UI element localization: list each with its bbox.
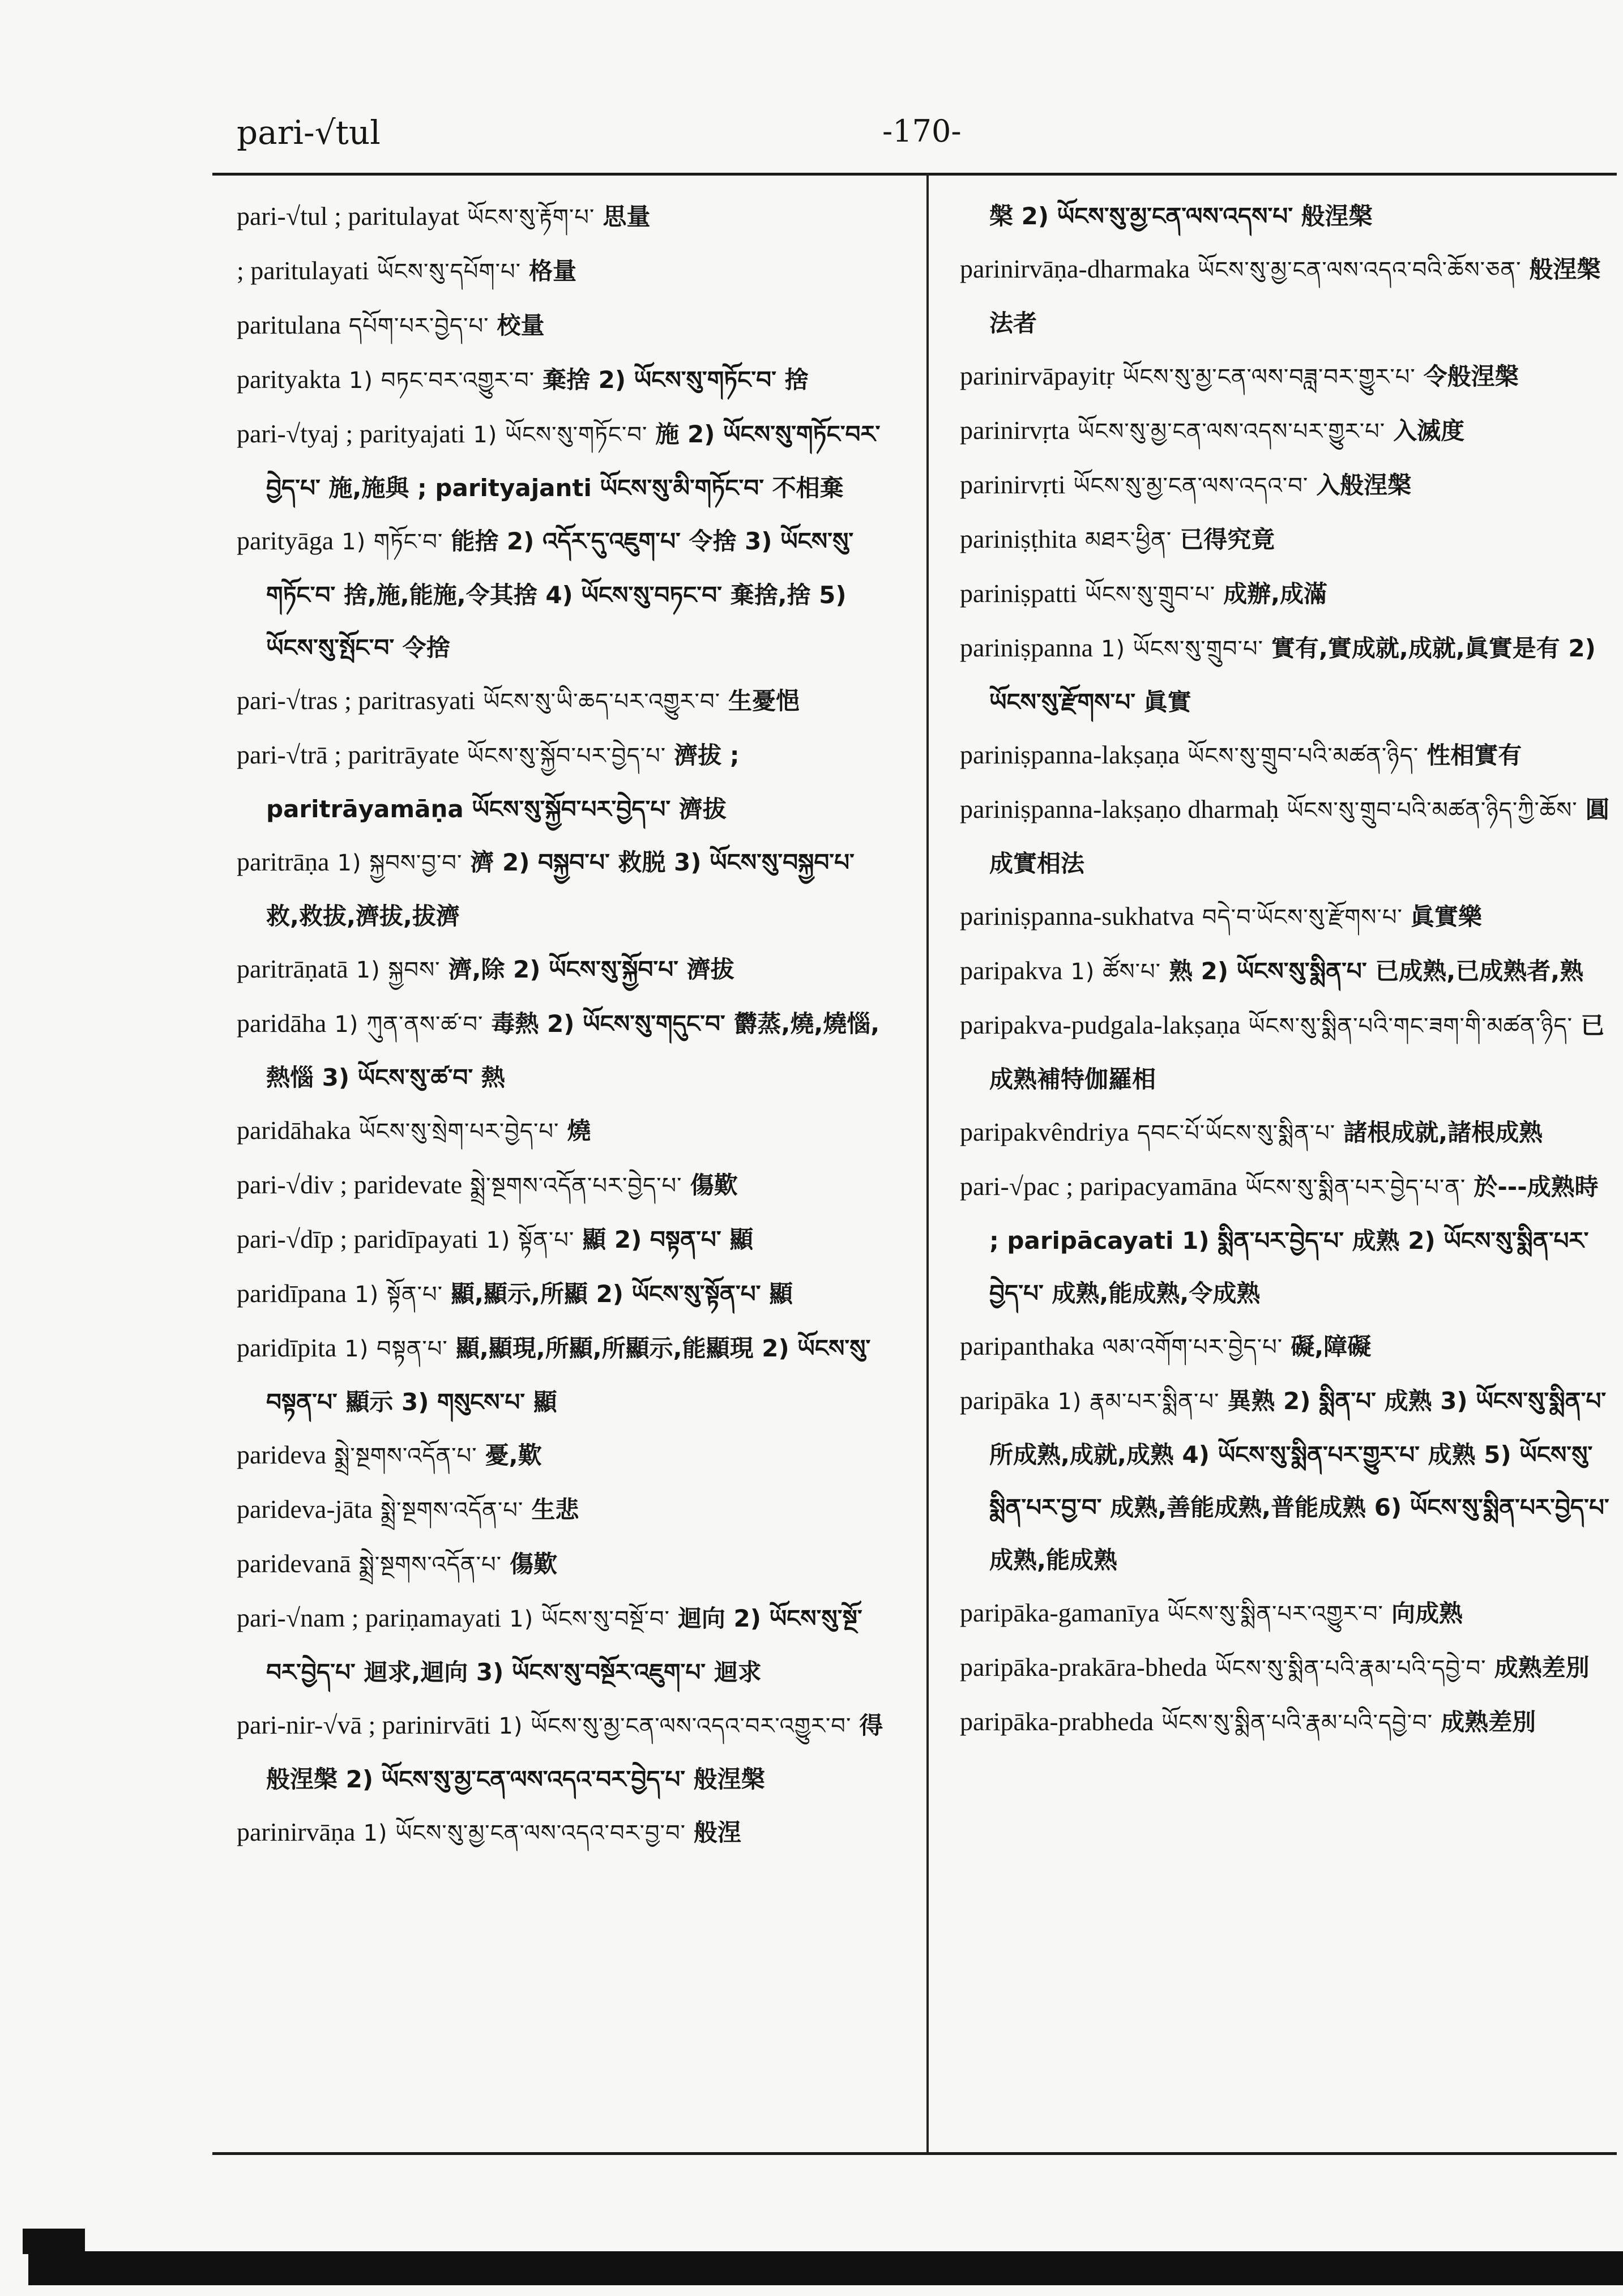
headword: parinirvṛta <box>960 416 1070 445</box>
dictionary-entry <box>237 1321 888 1428</box>
tibetan-gloss: སྨྲེ་སྔགས་འདོན་པ་ <box>381 1497 524 1523</box>
chinese-gloss: 已成熟補特伽羅相 <box>989 1012 1605 1093</box>
chinese-gloss: 濟 2) བསྐྱབ་པ་ 救脱 3) ཡོངས་སུ་བསྐྱབ་པ་ 救,救拔,濟拔,拔濟 <box>266 848 855 930</box>
headword: pari-√div ; paridevate <box>237 1170 463 1199</box>
headword: pari-√pac ; paripacyamāna <box>960 1172 1238 1201</box>
chinese-gloss: 生憂悒 <box>728 687 800 715</box>
running-head: pari-√tul <box>237 113 381 152</box>
tibetan-gloss: ཡོངས་སུ་སྐྱོབ་པར་བྱེད་པ་ <box>467 743 667 769</box>
tibetan-gloss: 1) ཡོངས་སུ་མྱ་ངན་ལས་འདའ་བར་འགྱུར་བ་ <box>498 1713 852 1739</box>
chinese-gloss: 入般涅槃 <box>1316 471 1412 499</box>
dictionary-entry <box>960 404 1611 458</box>
chinese-gloss: 已得究竟 <box>1180 526 1275 553</box>
tibetan-gloss: ཡོངས་སུ་དཔོག་པ་ <box>377 259 522 285</box>
chinese-gloss: 圓成實相法 <box>989 796 1609 877</box>
headword: paripāka-gamanīya <box>960 1598 1160 1627</box>
chinese-gloss: 般涅 <box>693 1819 741 1846</box>
headword: paripakvêndriya <box>960 1117 1129 1146</box>
chinese-gloss: 眞實樂 <box>1410 903 1482 931</box>
tibetan-gloss: ཡོངས་སུ་གྲུབ་པ་ <box>1084 582 1216 608</box>
tibetan-gloss: དཔོག་པར་བྱེད་པ་ <box>348 313 489 339</box>
tibetan-gloss: མཐར་ཕྱིན་ <box>1084 527 1172 553</box>
tibetan-gloss: 1) སྟོན་པ་ <box>486 1227 575 1253</box>
tibetan-gloss: 1) རྣམ་པར་སྨིན་པ་ <box>1057 1389 1220 1415</box>
headword: pariniṣpanna-sukhatva <box>960 902 1194 931</box>
headword: parinirvṛti <box>960 470 1066 499</box>
tibetan-gloss: ཡོངས་སུ་གྲུབ་པའི་མཚན་ཉིད་ཀྱི་ཆོས་ <box>1287 797 1578 823</box>
headword: pari-√dīp ; paridīpayati <box>237 1224 479 1253</box>
tibetan-gloss: སྨྲེ་སྔགས་འདོན་པར་བྱེད་པ་ <box>470 1173 682 1199</box>
tibetan-gloss: ཡོངས་སུ་རྟོག་པ་ <box>467 204 595 231</box>
chinese-gloss: 憂,歎 <box>485 1441 542 1469</box>
right-column <box>960 190 1611 1749</box>
tibetan-gloss: 1) སྐྱབས་ <box>356 957 441 983</box>
chinese-gloss: 向成熟 <box>1391 1599 1463 1627</box>
tibetan-gloss: སྨྲེ་སྔགས་འདོན་པ་ <box>334 1443 477 1469</box>
tibetan-gloss: ཡོངས་སུ་མྱ་ངན་ལས་འདས་པར་གྱུར་པ་ <box>1078 419 1386 445</box>
chinese-gloss: 能捨 2) འདོར་དུ་འཇུག་པ་ 令捨 3) ཡོངས་སུ་གཏོང་བ་ 捨,施,能施,令其捨 4) ཡོངས་སུ་བཏང་བ་ 棄捨,捨 5) ཡོངས་སུ་སྤོང་བ་ 令捨 <box>266 527 854 662</box>
tibetan-gloss: ཡོངས་སུ་གྲུབ་པའི་མཚན་ཉིད་ <box>1188 743 1419 769</box>
chinese-gloss: 令般涅槃 <box>1423 362 1519 390</box>
headword: pari-√nam ; pariṇamayati <box>237 1603 502 1632</box>
headword: paritrāṇa <box>237 847 330 876</box>
tibetan-gloss: 1) སྐྱབས་བྱ་བ་ <box>337 850 463 876</box>
chinese-gloss: 校量 <box>497 311 545 339</box>
dictionary-entry <box>960 1586 1611 1641</box>
chinese-gloss: 諸根成就,諸根成熟 <box>1343 1119 1543 1146</box>
headword: paridevanā <box>237 1549 351 1578</box>
tibetan-gloss: 1) གཏོང་བ་ <box>341 529 443 555</box>
chinese-gloss: 濟拔 ; paritrāyamāṇa ཡོངས་སུ་སྐྱོབ་པར་བྱེད་པ་ 濟拔 <box>266 741 740 823</box>
headword: paripakva-pudgala-lakṣaṇa <box>960 1010 1241 1039</box>
headword: parinirvāpayitṛ <box>960 361 1115 390</box>
chinese-gloss: 實有,實成就,成就,眞實是有 2) ཡོངས་སུ་རྫོགས་པ་ 眞實 <box>989 634 1596 716</box>
tibetan-gloss: ཡོངས་སུ་སྨིན་པར་འགྱུར་བ་ <box>1167 1601 1383 1627</box>
chinese-gloss: 傷歎 <box>690 1171 738 1199</box>
headword: parinirvāṇa <box>237 1817 356 1846</box>
chinese-gloss: 成熟差別 <box>1494 1654 1590 1682</box>
chinese-gloss: 般涅槃法者 <box>989 255 1601 337</box>
tibetan-gloss: སྨྲེ་སྔགས་འདོན་པ་ <box>358 1552 502 1578</box>
dictionary-entry <box>237 1537 888 1591</box>
headword: pari-√tul ; paritulayat <box>237 202 460 231</box>
chinese-gloss: 成辦,成滿 <box>1223 580 1328 608</box>
tibetan-gloss: 1) བཏང་བར་འགྱུར་བ་ <box>348 368 535 394</box>
headword: paridāhaka <box>237 1116 351 1145</box>
dictionary-entry-continuation <box>960 190 1611 242</box>
dictionary-entry <box>237 942 888 997</box>
dictionary-entry <box>237 1267 888 1321</box>
chinese-gloss: 性相實有 <box>1426 741 1522 769</box>
tibetan-gloss: 1) བསྟན་པ་ <box>344 1336 448 1362</box>
dictionary-entry <box>237 1428 888 1483</box>
headword: paripanthaka <box>960 1331 1095 1360</box>
dictionary-entry <box>237 1806 888 1860</box>
dictionary-entry <box>960 513 1611 567</box>
dictionary-entry <box>237 298 888 353</box>
dictionary-entry <box>960 1641 1611 1695</box>
dictionary-entry <box>960 1374 1611 1586</box>
headword: paripakva <box>960 956 1063 985</box>
dictionary-entry <box>237 1104 888 1158</box>
headword: pariniṣpatti <box>960 579 1077 608</box>
tibetan-gloss: 1) ཀུན་ནས་ཚ་བ་ <box>334 1012 484 1038</box>
tibetan-gloss: ཡོངས་སུ་སྨིན་པར་བྱེད་པ་ན་ <box>1245 1175 1466 1201</box>
tibetan-gloss: བདེ་བ་ཡོངས་སུ་རྫོགས་པ་ <box>1202 904 1403 931</box>
dictionary-entry <box>960 890 1611 944</box>
chinese-gloss: 毒熱 2) ཡོངས་སུ་གདུང་བ་ 欝蒸,燒,燒惱,熱惱 3) ཡོངས་སུ་ཚ་བ་ 熱 <box>266 1010 880 1091</box>
headword: paripāka <box>960 1386 1050 1415</box>
dictionary-entry <box>237 674 888 728</box>
dictionary-entry <box>237 514 888 674</box>
headword: pari-√trā ; paritrāyate <box>237 740 460 769</box>
dictionary-entry <box>237 407 888 514</box>
chinese-gloss: 施 2) ཡོངས་སུ་གཏོང་བར་བྱེད་པ་ 施,施與 ; parityajanti ཡོངས་སུ་མི་གཏོང་བ་ 不相棄 <box>266 420 881 502</box>
headword: pariniṣpanna <box>960 633 1094 662</box>
tibetan-gloss: ཡོངས་སུ་སྨིན་པའི་གང་ཟག་གི་མཚན་ཉིད་ <box>1248 1013 1573 1039</box>
dictionary-entry <box>960 1160 1611 1320</box>
headword: parityakta <box>237 365 341 394</box>
dictionary-entry <box>237 997 888 1104</box>
dictionary-entry <box>237 728 888 835</box>
chinese-gloss: 濟,除 2) ཡོངས་སུ་སྐྱོབ་པ་ 濟拔 <box>448 955 734 983</box>
dictionary-entry <box>960 1320 1611 1374</box>
tibetan-gloss: 1) སྟོན་པ་ <box>355 1282 443 1308</box>
tibetan-gloss: ལམ་འགོག་པར་བྱེད་པ་ <box>1102 1334 1283 1360</box>
headword: pariniṣpanna-lakṣaṇo dharmaḥ <box>960 795 1279 823</box>
headword: pariniṣṭhita <box>960 524 1077 553</box>
headword: paritrāṇatā <box>237 954 348 983</box>
chinese-gloss: 槃 2) ཡོངས་སུ་མྱ་ངན་ལས་འདས་པ་ 般涅槃 <box>989 202 1373 230</box>
chinese-gloss: 燒 <box>567 1117 591 1145</box>
dictionary-entry <box>237 1483 888 1537</box>
dictionary-entry <box>960 783 1611 890</box>
dictionary-entry <box>960 458 1611 513</box>
tibetan-gloss: ཡོངས་སུ་སྨིན་པའི་རྣམ་པའི་དབྱེ་བ་ <box>1215 1655 1487 1682</box>
dictionary-entry <box>960 1106 1611 1160</box>
dictionary-entry <box>960 621 1611 728</box>
dictionary-entry <box>237 1213 888 1267</box>
header-rule <box>212 173 1617 176</box>
dictionary-entry <box>237 1158 888 1213</box>
tibetan-gloss: ཡོངས་སུ་མྱ་ངན་ལས་འདའ་བའི་ཆོས་ཅན་ <box>1198 257 1522 283</box>
headword: paridāha <box>237 1009 327 1038</box>
dictionary-entry <box>237 835 888 942</box>
dictionary-entry <box>960 1695 1611 1749</box>
headword: pari-√tyaj ; parityajati <box>237 419 465 448</box>
headword: parideva-jāta <box>237 1495 373 1523</box>
headword: ; paritulayati <box>237 256 369 285</box>
scan-edge-mark <box>23 2229 85 2254</box>
headword: paritulana <box>237 310 341 339</box>
dictionary-entry <box>237 1698 888 1806</box>
chinese-gloss: 成熟差別 <box>1441 1708 1536 1736</box>
dictionary-entry <box>960 242 1611 349</box>
headword: pari-nir-√vā ; parinirvāti <box>237 1710 491 1739</box>
tibetan-gloss: ཡོངས་སུ་སྲེག་པར་བྱེད་པ་ <box>358 1119 559 1145</box>
tibetan-gloss: 1) ཡོངས་སུ་གྲུབ་པ་ <box>1101 636 1263 662</box>
column-divider <box>926 173 929 2155</box>
headword: paripāka-prabheda <box>960 1707 1154 1736</box>
tibetan-gloss: ཡོངས་སུ་སྨིན་པའི་རྣམ་པའི་དབྱེ་བ་ <box>1161 1710 1433 1736</box>
page-header <box>237 113 1369 164</box>
tibetan-gloss: ཡོངས་སུ་ཡི་ཆད་པར་འགྱུར་བ་ <box>483 689 720 715</box>
tibetan-gloss: དབང་པོ་ཡོངས་སུ་སྨིན་པ་ <box>1137 1120 1336 1146</box>
chinese-gloss: 格量 <box>529 257 577 285</box>
dictionary-entry <box>960 349 1611 404</box>
headword: paripāka-prakāra-bheda <box>960 1653 1207 1682</box>
chinese-gloss: 迴向 2) ཡོངས་སུ་སྔོ་བར་བྱེད་པ་ 迴求,迴向 3) ཡོངས་སུ་བསྔོར་འཇུག་པ་ 迴求 <box>266 1604 862 1686</box>
scan-edge-bar <box>28 2251 1623 2285</box>
dictionary-entry <box>960 998 1611 1106</box>
dictionary-entry <box>960 944 1611 998</box>
chinese-gloss: 生悲 <box>531 1496 579 1523</box>
page-number: -170- <box>882 113 962 149</box>
tibetan-gloss: 1) ཚོས་པ་ <box>1070 959 1161 985</box>
chinese-gloss: 入滅度 <box>1393 417 1465 445</box>
chinese-gloss: 於---成熟時 ; paripācayati 1) སྨིན་པར་བྱེད་པ་ 成熟 2) ཡོངས་སུ་སྨིན་པར་བྱེད་པ་ 成熟,能成熟,令成熟 <box>989 1173 1599 1307</box>
chinese-gloss: 思量 <box>603 203 651 231</box>
headword: pariniṣpanna-lakṣaṇa <box>960 740 1180 769</box>
headword: paridīpita <box>237 1333 337 1362</box>
chinese-gloss: 異熟 2) སྨིན་པ་ 成熟 3) ཡོངས་སུ་སྨིན་པ་ 所成熟,成就,成熟 4) ཡོངས་སུ་སྨིན་པར་གྱུར་པ་ 成熟 5) ཡོངས་སུ་སྨིན་པར་བྱ་བ་ 成熟,善能成熟,普能成熟 6) ཡོངས་སུ་སྨིན་པར་བྱེད་པ་ 成熟,能成熟 <box>989 1387 1609 1574</box>
footer-rule <box>212 2152 1617 2155</box>
headword: parideva <box>237 1440 327 1469</box>
tibetan-gloss: 1) ཡོངས་སུ་བསྔོ་བ་ <box>509 1606 670 1632</box>
headword: parinirvāṇa-dharmaka <box>960 254 1190 283</box>
dictionary-entry <box>960 728 1611 783</box>
dictionary-entry <box>237 244 888 298</box>
chinese-gloss: 顯,顯示,所顯 2) ཡོངས་སུ་སྟོན་པ་ 顯 <box>451 1280 793 1308</box>
headword: parityāga <box>237 526 334 555</box>
chinese-gloss: 顯 2) བསྟན་པ་ 顯 <box>582 1226 754 1253</box>
tibetan-gloss: ཡོངས་སུ་མྱ་ངན་ལས་འདའ་བ་ <box>1073 473 1309 499</box>
chinese-gloss: 棄捨 2) ཡོངས་སུ་གཏོང་བ་ 捨 <box>543 366 809 394</box>
tibetan-gloss: 1) ཡོངས་སུ་མྱ་ངན་ལས་འདའ་བར་བྱ་བ་ <box>363 1820 686 1846</box>
dictionary-entry <box>237 353 888 407</box>
dictionary-entry <box>237 190 888 244</box>
chinese-gloss: 得般涅槃 2) ཡོངས་སུ་མྱ་ངན་ལས་འདའ་བར་བྱེད་པ་ 般涅槃 <box>266 1712 883 1793</box>
tibetan-gloss: 1) ཡོངས་སུ་གཏོང་བ་ <box>473 422 648 448</box>
left-column <box>237 190 888 1860</box>
headword: pari-√tras ; paritrasyati <box>237 686 476 715</box>
tibetan-gloss: ཡོངས་སུ་མྱ་ངན་ལས་བཟླ་བར་གྱུར་པ་ <box>1122 364 1416 390</box>
chinese-gloss: 礙,障礙 <box>1291 1333 1372 1360</box>
headword: paridīpana <box>237 1279 347 1308</box>
dictionary-entry <box>960 567 1611 621</box>
chinese-gloss: 傷歎 <box>510 1550 558 1578</box>
dictionary-entry <box>237 1591 888 1698</box>
chinese-gloss: 熟 2) ཡོངས་སུ་སྨིན་པ་ 已成熟,已成熟者,熟 <box>1169 957 1584 985</box>
chinese-gloss: 顯,顯現,所顯,所顯示,能顯現 2) ཡོངས་སུ་བསྟན་པ་ 顯示 3) གསུངས་པ་ 顯 <box>266 1334 871 1416</box>
